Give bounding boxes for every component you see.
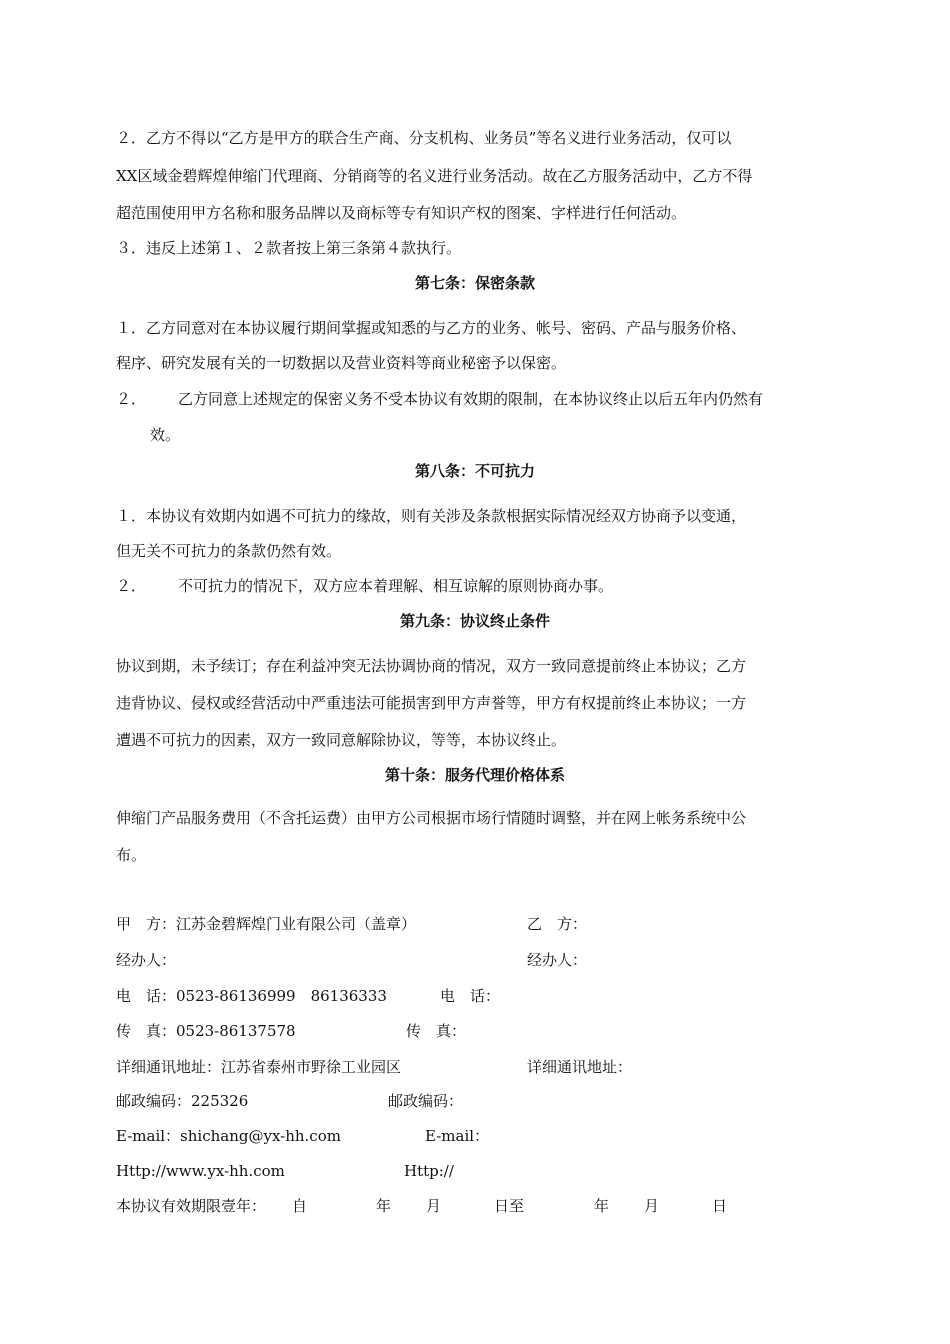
validity-day-to: 日至 [494, 1197, 525, 1215]
party-a-website: Http://www.yx-hh.com [116, 1162, 285, 1180]
party-b-agent: 经办人： [527, 951, 588, 969]
validity-month-2: 月 [644, 1197, 660, 1215]
party-a-postcode: 邮政编码：225326 [116, 1092, 249, 1110]
section7-item2-number: ２． [116, 390, 147, 408]
section10-heading: 第十条：服务代理价格体系 [384, 766, 565, 784]
section8-item2-text: 不可抗力的情况下，双方应本着理解、相互谅解的原则协商办事。 [178, 577, 614, 595]
section8-item1-line2: 但无关不可抗力的条款仍然有效。 [116, 542, 342, 560]
validity-day-2: 日 [712, 1197, 728, 1215]
section6-item2-line1: ２．乙方不得以“乙方是甲方的联合生产商、分支机构、业务员”等名义进行业务活动，仅可以 [116, 129, 732, 147]
section7-item2-line1: 乙方同意上述规定的保密义务不受本协议有效期的限制，在本协议终止以后五年内仍然有 [178, 390, 764, 408]
section8-item2-number: ２． [116, 577, 147, 595]
section9-line2: 违背协议、侵权或经营活动中严重违法可能损害到甲方声誉等，甲方有权提前终止本协议；一方 [116, 694, 747, 712]
section10-line2: 布。 [116, 846, 147, 864]
section9-heading: 第九条：协议终止条件 [399, 612, 550, 630]
party-a-name: 甲 方：江苏金碧辉煌门业有限公司（盖章） [116, 915, 417, 933]
party-b-fax: 传 真： [406, 1022, 467, 1040]
party-b-phone: 电 话： [440, 987, 501, 1005]
section7-item1-line2: 程序、研究发展有关的一切数据以及营业资料等商业秘密予以保密。 [116, 354, 567, 372]
party-b-name: 乙 方： [527, 915, 588, 933]
validity-from: 自 [292, 1197, 308, 1215]
validity-year-2: 年 [594, 1197, 610, 1215]
party-a-phone: 电 话：0523-86136999 86136333 [116, 987, 387, 1005]
validity-month-1: 月 [426, 1197, 442, 1215]
validity-year-1: 年 [376, 1197, 392, 1215]
section6-item2-line3: 超范围使用甲方名称和服务品牌以及商标等专有知识产权的图案、字样进行任何活动。 [116, 204, 687, 222]
validity-label: 本协议有效期限壹年： [116, 1197, 267, 1215]
party-b-postcode: 邮政编码： [388, 1092, 464, 1110]
section10-line1: 伸缩门产品服务费用（不含托运费）由甲方公司根据市场行情随时调整，并在网上帐务系统中公 [116, 809, 747, 827]
party-b-email: E-mail： [425, 1127, 490, 1145]
section9-line3: 遭遇不可抗力的因素，双方一致同意解除协议，等等，本协议终止。 [116, 731, 567, 749]
section8-heading: 第八条：不可抗力 [414, 462, 535, 480]
party-a-email: E-mail：shichang@yx-hh.com [116, 1127, 341, 1145]
section9-line1: 协议到期，未予续订；存在利益冲突无法协调协商的情况，双方一致同意提前终止本协议；乙方 [116, 657, 747, 675]
party-a-agent: 经办人： [116, 951, 177, 969]
section7-item2-line2: 效。 [150, 426, 181, 444]
section6-item3: ３．违反上述第１、２款者按上第三条第４款执行。 [116, 239, 462, 257]
section8-item1-line1: １．本协议有效期内如遇不可抗力的缘故，则有关涉及条款根据实际情况经双方协商予以变通， [116, 507, 747, 525]
section7-item1-line1: １．乙方同意对在本协议履行期间掌握或知悉的与乙方的业务、帐号、密码、产品与服务价格、 [116, 319, 747, 337]
section7-heading: 第七条：保密条款 [414, 274, 535, 292]
party-a-fax: 传 真：0523-86137578 [116, 1022, 296, 1040]
section6-item2-line2: XX区域金碧辉煌伸缩门代理商、分销商等的名义进行业务活动。故在乙方服务活动中，乙方不得 [116, 167, 753, 185]
party-b-website: Http:// [404, 1162, 454, 1180]
party-b-address: 详细通讯地址： [527, 1058, 633, 1076]
party-a-address: 详细通讯地址：江苏省泰州市野徐工业园区 [116, 1058, 402, 1076]
